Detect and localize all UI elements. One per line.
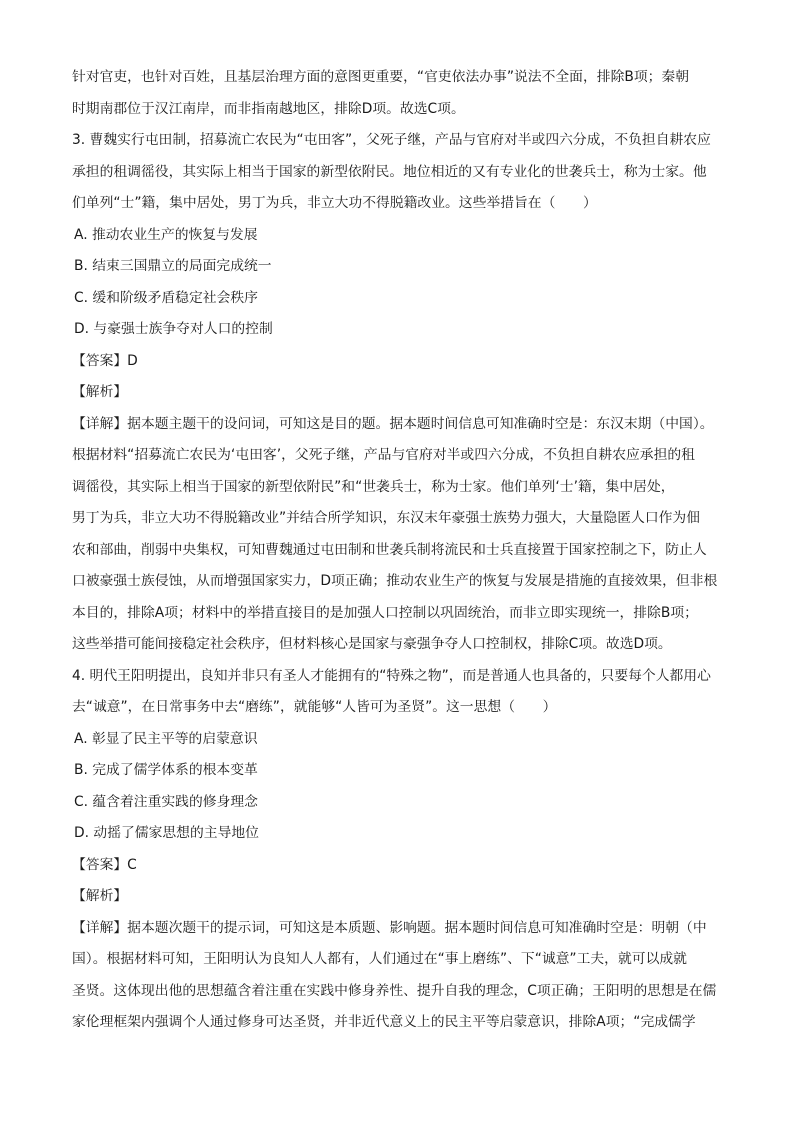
- question-3-explanation: 这些举措可能间接稳定社会秩序，但材料核心是国家与豪强争夺人口控制权，排除C项。故选D项。: [72, 636, 672, 652]
- question-4-stem: 4. 明代王阳明提出，良知并非只有圣人才能拥有的“特殊之物”，而是普通人也具备的，只要每个人都用心: [72, 667, 711, 684]
- text-line: 针对官吏，也针对百姓，且基层治理方面的意图更重要，“官吏依法办事”说法不全面，排除B项；秦朝: [72, 69, 690, 85]
- question-4-option-d: D. 动摇了儒家思想的主导地位: [74, 825, 259, 841]
- question-4-option-b: B. 完成了儒学体系的根本变革: [74, 762, 258, 778]
- question-3-explanation: 根据材料“招募流亡农民为‘屯田客’，父死子继，产品与官府对半或四六分成，不负担自耕农应承担的租: [72, 447, 695, 463]
- question-3-option-d: D. 与豪强士族争夺对人口的控制: [74, 321, 273, 337]
- question-4-explanation: 国）。根据材料可知，王阳明认为良知人人都有，人们通过在“事上磨练”、下“诚意”工夫，就可以成就: [72, 951, 687, 967]
- question-3-explanation: 本目的，排除A项；材料中的举措直接目的是加强人口控制以巩固统治，而非立即实现统一，排除B项；: [72, 604, 698, 621]
- question-3-explanation: 调徭役，其实际上相当于国家的新型依附民”和“世袭兵士，称为士家。他们单列‘士’籍，集中居处，: [72, 478, 675, 495]
- question-3-explanation: 口被豪强士族侵蚀，从而增强国家实力，D项正确；推动农业生产的恢复与发展是措施的直接效果，但非根: [72, 573, 718, 589]
- question-4-analysis-heading: 【解析】: [72, 888, 128, 904]
- text-line: 时期南郡位于汉江南岸，而非指南越地区，排除D项。故选C项。: [72, 100, 465, 117]
- question-3-stem: 们单列“士”籍，集中居处，男丁为兵，非立大功不得脱籍改业。这些举措旨在（ ）: [72, 195, 597, 211]
- question-4-explanation: 家伦理框架内强调个人通过修身可达圣贤，并非近代意义上的民主平等启蒙意识，排除A项；“完成儒学: [72, 1014, 696, 1030]
- question-3-analysis-heading: 【解析】: [72, 384, 128, 400]
- question-3-option-b: B. 结束三国鼎立的局面完成统一: [74, 258, 272, 274]
- question-4-explanation: 【详解】据本题次题干的提示词，可知这是本质题、影响题。据本题时间信息可知准确时空是：明朝（中: [72, 919, 707, 936]
- question-3-stem: 承担的租调徭役，其实际上相当于国家的新型依附民。地位相近的又有专业化的世袭兵士，称为士家。他: [72, 163, 707, 180]
- question-4-option-c: C. 蕴含着注重实践的修身理念: [74, 793, 258, 810]
- question-4-stem: 去“诚意”，在日常事务中去“磨练”，就能够“人皆可为圣贤”。这一思想（ ）: [72, 699, 557, 715]
- question-3-explanation: 农和部曲，削弱中央集权，可知曹魏通过屯田制和世袭兵制将流民和士兵直接置于国家控制之下，防止人: [72, 541, 707, 558]
- question-3-stem: 3. 曹魏实行屯田制，招募流亡农民为“屯田客”，父死子继，产品与官府对半或四六分成，不负担自耕农应: [72, 132, 711, 148]
- question-4-explanation: 圣贤。这体现出他的思想蕴含着注重在实践中修身养性、提升自我的理念，C项正确；王阳明的思想是在儒: [72, 982, 717, 999]
- question-3-answer: 【答案】D: [72, 352, 138, 369]
- document-body: [72, 62, 730, 1039]
- question-4-option-a: A. 彰显了民主平等的启蒙意识: [74, 730, 258, 747]
- question-3-explanation: 男丁为兵，非立大功不得脱籍改业”并结合所学知识，东汉末年豪强士族势力强大，大量隐匿人口作为佃: [72, 510, 701, 526]
- question-3-option-a: A. 推动农业生产的恢复与发展: [74, 226, 258, 243]
- question-3-option-c: C. 缓和阶级矛盾稳定社会秩序: [74, 289, 258, 306]
- question-3-explanation: 【详解】据本题主题干的设问词，可知这是目的题。据本题时间信息可知准确时空是：东汉末期（中国）。: [72, 415, 714, 432]
- question-4-answer: 【答案】C: [72, 856, 137, 873]
